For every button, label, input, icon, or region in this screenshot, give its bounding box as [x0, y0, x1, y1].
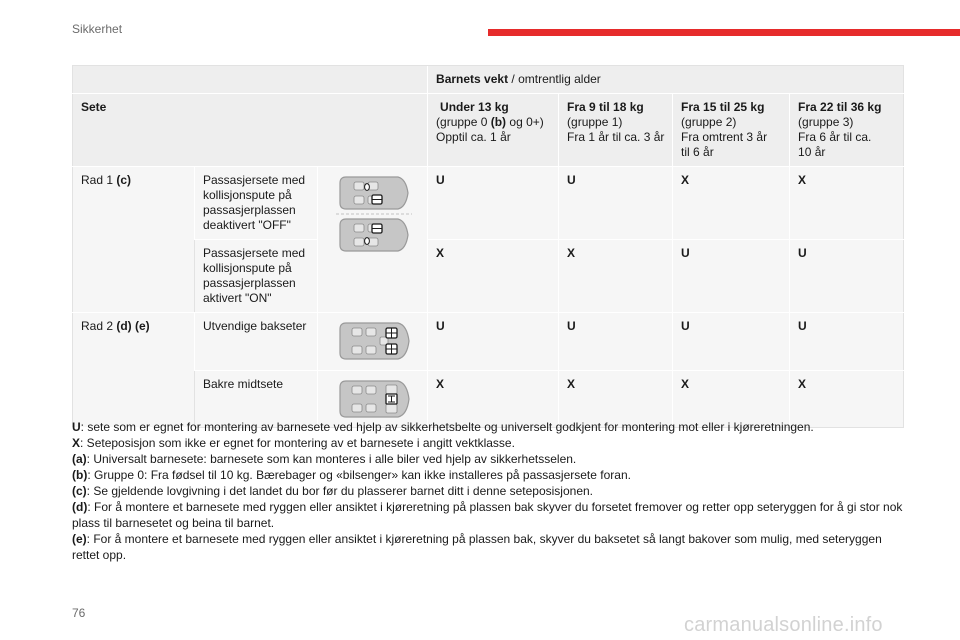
value-cell: U — [559, 313, 673, 371]
group-age: (gruppe 0 (b) og 0+) — [436, 115, 544, 129]
value-cell: U — [673, 313, 790, 371]
weight-header-rest: / omtrentlig alder — [508, 72, 601, 86]
note-item: (a): Universalt barnesete: barnesete som kan monteres i alle biler ved hjelp av sikkerhetsselen. — [72, 452, 577, 466]
group-age: Fra 1 år til ca. 3 år — [567, 130, 665, 144]
group-age: (gruppe 1) — [567, 115, 623, 129]
accent-bar — [488, 29, 960, 36]
value-cell: U — [673, 240, 790, 313]
value-cell: X — [790, 167, 904, 240]
value-cell: X — [559, 240, 673, 313]
row-label-2: Rad 2 (d) (e) — [73, 313, 195, 428]
seat-header: Sete — [73, 94, 428, 167]
group-header-3 — [790, 94, 904, 167]
value-cell: X — [790, 371, 904, 428]
front-seat-icon-cell — [318, 167, 428, 313]
weight-header-cell — [428, 66, 904, 94]
table-row — [73, 313, 904, 371]
note-item: (d): For å montere et barnesete med ryggen eller ansiktet i kjøreretning på plassen bak skyver du forsetet fremover og retter opp seteryggen for å gi stor nok plass til barnesetet og beina til barnet. — [72, 500, 903, 530]
value-cell: X — [428, 240, 559, 313]
value-cell: U — [559, 167, 673, 240]
group-header-0 — [428, 94, 559, 167]
value-cell: X — [673, 167, 790, 240]
note-item: (c): Se gjeldende lovgivning i det landet du bor før du plasserer barnet ditt i denne seteposisjonen. — [72, 484, 593, 498]
weight-header-row — [73, 66, 904, 94]
group-header-2 — [673, 94, 790, 167]
group-title: Fra 9 til 18 kg — [567, 100, 644, 114]
group-age: til 6 år — [681, 145, 714, 159]
note-item: U: sete som er egnet for montering av barnesete ved hjelp av sikkerhetsbelte og universelt godkjent for montering mot eller i kjøreretningen. — [72, 420, 814, 434]
section-title: Sikkerhet — [72, 22, 123, 36]
car-top-view-icon-rear-middle-seat — [334, 377, 414, 421]
rear-outer-icon-cell — [318, 313, 428, 371]
seat-description-rear-middle: Bakre midtsete — [195, 371, 318, 428]
value-cell: U — [428, 167, 559, 240]
table-row — [73, 240, 904, 313]
note-item: (e): For å montere et barnesete med ryggen eller ansiktet i kjøreretning på plassen bak, skyver du baksetet så langt bakover som mulig, med seteryggen rettet opp. — [72, 532, 882, 562]
table-row — [73, 167, 904, 240]
value-cell: U — [790, 313, 904, 371]
group-age: Opptil ca. 1 år — [436, 130, 511, 144]
group-age: (gruppe 2) — [681, 115, 737, 129]
row-label-1: Rad 1 (c) — [73, 167, 195, 313]
page-number: 76 — [72, 606, 86, 620]
group-age: Fra 6 år til ca. — [798, 130, 872, 144]
car-top-view-icon-front-seat — [334, 173, 414, 255]
group-header-1 — [559, 94, 673, 167]
group-age: (gruppe 3) — [798, 115, 854, 129]
note-item: (b): Gruppe 0: Fra fødsel til 10 kg. Bærebager og «bilsenger» kan ikke installeres på passasjersete foran. — [72, 468, 631, 482]
group-title: Fra 22 til 36 kg — [798, 100, 882, 114]
note-item: X: Seteposisjon som ikke er egnet for montering av et barnesete i angitt vektklasse. — [72, 436, 515, 450]
car-top-view-icon-rear-outer-seats — [334, 319, 414, 363]
child-seat-table — [72, 65, 904, 428]
group-title: Under 13 kg — [440, 100, 509, 114]
seat-description-airbag-on: Passasjersete med kollisjonspute på passasjerplassen aktivert "ON" — [195, 240, 318, 313]
group-title: Fra 15 til 25 kg — [681, 100, 765, 114]
group-age: Fra omtrent 3 år — [681, 130, 768, 144]
seat-description-airbag-off: Passasjersete med kollisjonspute på passasjerplassen deaktivert "OFF" — [195, 167, 318, 240]
value-cell: X — [559, 371, 673, 428]
group-age: 10 år — [798, 145, 826, 159]
value-cell: U — [428, 313, 559, 371]
value-cell: X — [428, 371, 559, 428]
legend-notes — [72, 419, 904, 563]
weight-header-bold: Barnets vekt — [436, 72, 509, 86]
group-header-row — [73, 94, 904, 167]
seat-description-rear-outer: Utvendige bakseter — [195, 313, 318, 371]
value-cell: U — [790, 240, 904, 313]
watermark: carmanualsonline.info — [684, 614, 883, 636]
value-cell: X — [673, 371, 790, 428]
